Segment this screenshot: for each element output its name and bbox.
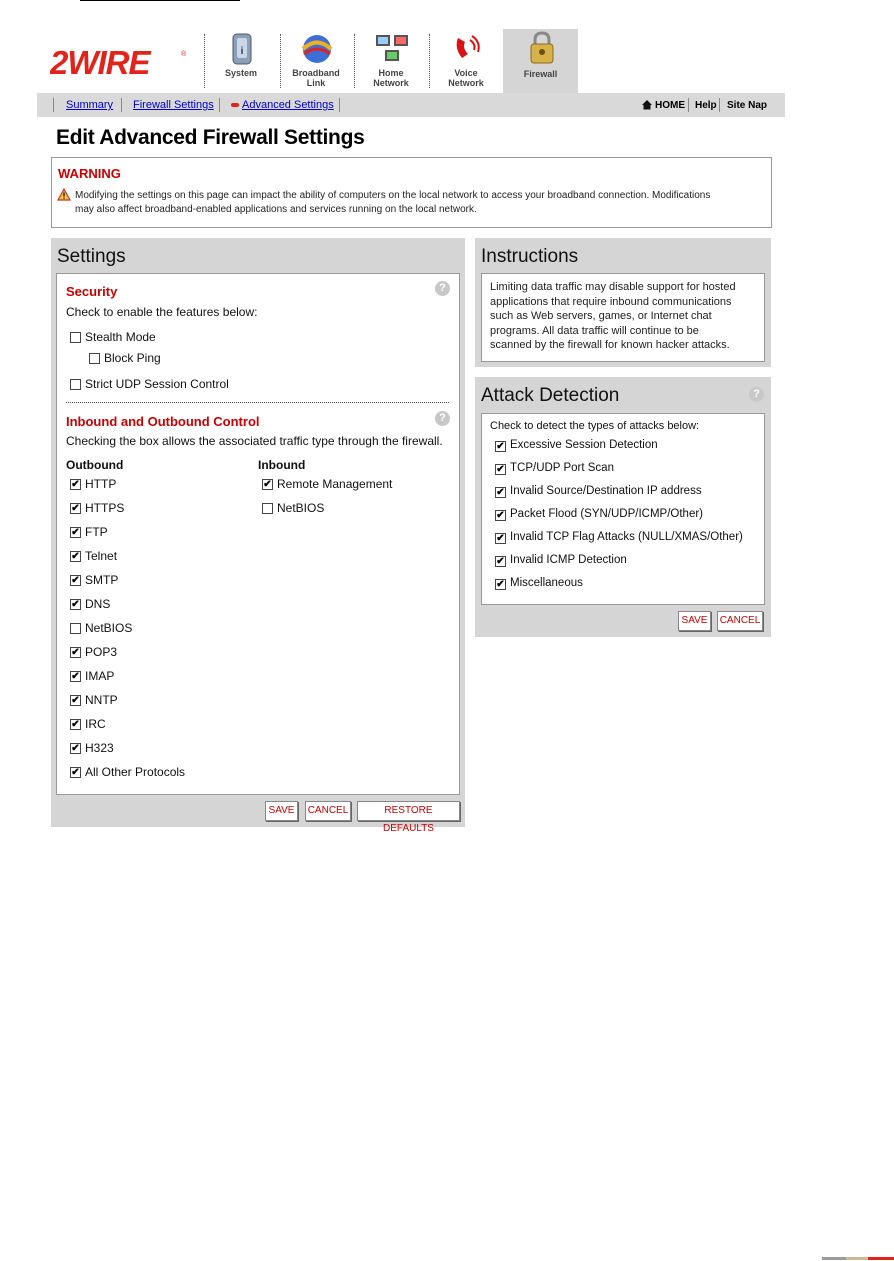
instructions-line: Limiting data traffic may disable support for hosted [490,281,736,293]
block-ping-label: Block Ping [104,351,161,365]
warning-title: WARNING [58,166,121,181]
security-intro: Check to enable the features below: [66,305,258,319]
attack-help-icon[interactable]: ? [749,387,764,402]
settings-save-button[interactable]: SAVE [265,801,298,821]
instructions-line: scanned by the firewall for known hacker attacks. [490,339,730,351]
control-intro: Checking the box allows the associated traffic type through the firewall. [66,434,443,448]
tab-home-label2: Network [373,78,409,88]
sub-navigation [37,93,785,117]
instructions-panel [475,238,771,367]
svg-text:i: i [240,46,244,57]
active-marker-icon [231,103,239,107]
outbound-dns-label: DNS [85,597,111,611]
voice-icon [448,32,486,66]
outbound-telnet-label: Telnet [85,549,118,563]
tab-voice-label2: Network [448,78,484,88]
inbound-header: Inbound [258,458,306,472]
outbound-ftp-label: FTP [85,525,108,539]
attack-content [481,413,765,605]
security-help-icon[interactable]: ? [435,281,450,296]
restore-defaults-button[interactable]: RESTORE DEFAULTS [357,801,460,821]
stealth-mode-label: Stealth Mode [85,330,156,344]
attack-miscellaneous-checkbox[interactable]: ✔ [496,579,505,590]
outbound-irc-checkbox[interactable]: ✔ [71,719,80,730]
subnav-help-link[interactable]: Help [695,100,717,111]
broadband-icon [298,32,336,66]
attack-invalid-source-destination-ip-address-label: Invalid Source/Destination IP address [510,485,702,497]
tab-voice-network[interactable] [430,30,502,92]
control-help-icon[interactable]: ? [435,411,450,426]
warning-box [51,157,772,228]
outbound-all-other-protocols-label: All Other Protocols [85,765,186,779]
outbound-https-label: HTTPS [85,501,125,515]
padlock-icon [523,31,561,65]
tab-firewall[interactable] [503,29,578,93]
instructions-title: Instructions [481,246,579,267]
warning-text [75,189,765,217]
outbound-http-label: HTTP [85,477,117,491]
page-title: Edit Advanced Firewall Settings [56,126,365,149]
subnav-advanced-settings-link[interactable]: Advanced Settings [242,99,334,111]
subnav-divider [121,98,122,112]
stealth-mode-checkbox[interactable] [70,332,81,343]
outbound-http-checkbox[interactable]: ✔ [71,479,80,490]
strict-udp-label: Strict UDP Session Control [85,377,229,391]
outbound-https-checkbox[interactable]: ✔ [71,503,80,514]
settings-content [56,273,460,795]
instructions-text [490,280,736,353]
attack-invalid-tcp-flag-attacks-null-xmas-other-label: Invalid TCP Flag Attacks (NULL/XMAS/Other) [510,531,743,543]
outbound-irc-label: IRC [85,717,106,731]
outbound-nntp-label: NNTP [85,693,118,707]
inbound-netbios-checkbox[interactable] [262,503,273,514]
outbound-imap-checkbox[interactable]: ✔ [71,671,80,682]
logo-registered: ® [181,51,187,58]
warning-icon [57,188,71,201]
attack-invalid-icmp-detection-checkbox[interactable]: ✔ [496,556,505,567]
logo-text: 2WIRE [50,46,150,78]
outbound-netbios-checkbox[interactable] [70,623,81,634]
outbound-telnet-checkbox[interactable]: ✔ [71,551,80,562]
outbound-smtp-label: SMTP [85,573,119,587]
security-title: Security [66,284,118,299]
tab-broadband-link[interactable] [280,30,352,92]
subnav-site-map-link[interactable]: Site Nap [727,100,768,111]
tab-voice-label: Voice [454,68,478,78]
subnav-summary-link[interactable]: Summary [66,99,114,111]
attack-packet-flood-syn-udp-icmp-other-label: Packet Flood (SYN/UDP/ICMP/Other) [510,508,703,520]
tab-firewall-label: Firewall [523,69,558,79]
brand-logo[interactable] [50,46,190,78]
subnav-divider [339,98,340,112]
settings-title: Settings [57,246,126,267]
subnav-firewall-settings-link[interactable]: Firewall Settings [133,99,214,111]
tab-system-label: System [224,68,258,78]
attack-save-button[interactable]: SAVE [678,611,711,631]
inbound-remote-management-label: Remote Management [277,477,393,491]
outbound-imap-label: IMAP [85,669,115,683]
footer-color-bar [822,1257,894,1260]
attack-miscellaneous-label: Miscellaneous [510,577,583,589]
settings-panel [51,238,465,834]
attack-invalid-source-destination-ip-address-checkbox[interactable]: ✔ [496,487,505,498]
block-ping-checkbox[interactable] [89,353,100,364]
subnav-home-link[interactable]: HOME [655,100,685,111]
outbound-nntp-checkbox[interactable]: ✔ [71,695,80,706]
attack-cancel-button[interactable]: CANCEL [717,611,763,631]
outbound-pop3-label: POP3 [85,645,118,659]
instructions-line: such as Web servers, games, or Internet chat [490,310,712,322]
instructions-line: programs. All data traffic will continue to be [490,324,699,337]
outbound-ftp-checkbox[interactable]: ✔ [71,527,80,538]
tab-system[interactable] [205,30,277,92]
system-icon [223,32,261,66]
strict-udp-checkbox[interactable] [70,379,81,390]
settings-cancel-button[interactable]: CANCEL [305,801,351,821]
subnav-divider [688,98,689,112]
outbound-netbios-label: NetBIOS [85,621,133,635]
outbound-h323-label: H323 [85,741,114,755]
attack-intro: Check to detect the types of attacks below: [490,420,700,432]
attack-excessive-session-detection-checkbox[interactable]: ✔ [496,441,505,452]
section-divider [66,402,449,403]
subnav-divider [719,98,720,112]
outbound-pop3-checkbox[interactable]: ✔ [71,647,80,658]
tab-home-network[interactable] [355,30,427,92]
outbound-smtp-checkbox[interactable]: ✔ [71,575,80,586]
attack-tcp-udp-port-scan-label: TCP/UDP Port Scan [510,462,614,474]
subnav-divider [219,98,220,112]
attack-invalid-icmp-detection-label: Invalid ICMP Detection [510,554,627,566]
outbound-dns-checkbox[interactable]: ✔ [71,599,80,610]
subnav-divider [53,98,54,112]
attack-detection-panel [475,377,771,637]
outbound-all-other-protocols-checkbox[interactable]: ✔ [71,767,80,778]
control-title: Inbound and Outbound Control [66,414,260,429]
inbound-netbios-label: NetBIOS [277,501,325,515]
warning-line: Modifying the settings on this page can impact the ability of computers on the local network to access your broadband connection. Modifications [75,190,711,201]
outbound-h323-checkbox[interactable]: ✔ [71,743,80,754]
attack-tcp-udp-port-scan-checkbox[interactable]: ✔ [496,464,505,475]
home-network-icon [373,32,411,66]
home-icon [641,99,653,110]
inbound-remote-management-checkbox[interactable]: ✔ [263,479,272,490]
top-rule [80,0,240,1]
attack-packet-flood-syn-udp-icmp-other-checkbox[interactable]: ✔ [496,510,505,521]
attack-excessive-session-detection-label: Excessive Session Detection [510,439,658,451]
tab-broadband-label2: Link [306,78,326,88]
outbound-header: Outbound [66,458,124,472]
warning-line: may also affect broadband-enabled applications and services running on the local network. [75,204,477,215]
tab-home-label: Home [378,68,404,78]
instructions-content [481,273,765,362]
instructions-line: applications that require inbound communications [490,295,732,308]
attack-invalid-tcp-flag-attacks-null-xmas-other-checkbox[interactable]: ✔ [496,533,505,544]
attack-title: Attack Detection [481,385,620,406]
tab-broadband-label: Broadband [292,68,340,78]
